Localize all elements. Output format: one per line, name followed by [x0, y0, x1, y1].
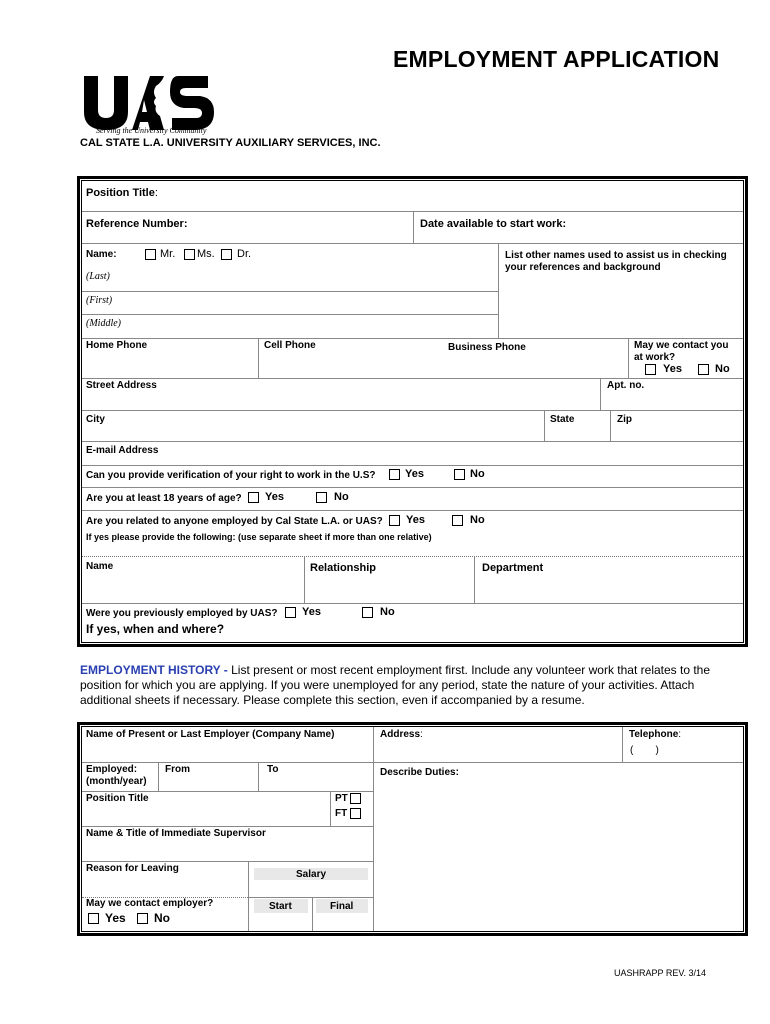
- organization-name: CAL STATE L.A. UNIVERSITY AUXILIARY SERVICES, INC.: [80, 137, 381, 149]
- mr-label: Mr.: [160, 248, 176, 260]
- employer-position-title-label: Position Title: [86, 793, 149, 804]
- may-contact-employer-label: May we contact employer?: [86, 898, 214, 909]
- previous-yes-label: Yes: [302, 606, 321, 618]
- from-label: From: [165, 764, 190, 775]
- salary-start-label: Start: [269, 901, 292, 912]
- verify-no-label: No: [470, 468, 485, 480]
- form-revision: UASHRAPP REV. 3/14: [614, 968, 707, 978]
- verify-no-checkbox[interactable]: [454, 469, 465, 480]
- verify-question: Can you provide verification of your right to work in the U.S?: [86, 470, 376, 481]
- employment-history-heading: EMPLOYMENT HISTORY -: [80, 663, 228, 677]
- logo-tagline: Serving the University Community: [96, 126, 207, 135]
- apt-no-label: Apt. no.: [607, 380, 645, 391]
- related-no-checkbox[interactable]: [452, 515, 463, 526]
- page-title: EMPLOYMENT APPLICATION: [393, 46, 720, 72]
- previous-no-label: No: [380, 606, 395, 618]
- dr-label: Dr.: [237, 248, 252, 260]
- contact-work-yes-label: Yes: [663, 363, 682, 375]
- middle-name-label: (Middle): [86, 318, 121, 329]
- salary-label: Salary: [296, 869, 327, 880]
- related-yes-checkbox[interactable]: [389, 515, 400, 526]
- reason-leaving-label: Reason for Leaving: [86, 863, 179, 874]
- may-contact-work-label: May we contact you at work?: [634, 340, 729, 363]
- state-label: State: [550, 414, 575, 425]
- first-name-label: (First): [86, 295, 113, 306]
- describe-duties-label: Describe Duties:: [380, 767, 459, 778]
- employment-history-text: List present or most recent employment first. Include any volunteer work that relates to the position for which you are applying. If you were unemployed for any period, state the nature of your activities. Attach additional sheets if necessary. Please complete this section, even if accompanied by a resume.: [80, 663, 711, 707]
- home-phone-label: Home Phone: [86, 340, 148, 351]
- verify-yes-label: Yes: [405, 468, 424, 480]
- employer-name-label: Name of Present or Last Employer (Company Name): [86, 729, 335, 740]
- related-question: Are you related to anyone employed by Cal State L.A. or UAS?: [86, 516, 383, 527]
- city-label: City: [86, 414, 105, 425]
- ms-checkbox[interactable]: [184, 249, 195, 260]
- last-name-label: (Last): [86, 271, 110, 282]
- employed-dates-label: Employed: (month/year): [86, 764, 147, 787]
- related-yes-label: Yes: [406, 514, 425, 526]
- age-no-label: No: [334, 491, 349, 503]
- to-label: To: [267, 764, 279, 775]
- pt-checkbox[interactable]: [350, 793, 361, 804]
- email-label: E-mail Address: [86, 445, 159, 456]
- age-question: Are you at least 18 years of age?: [86, 493, 242, 504]
- age-yes-checkbox[interactable]: [248, 492, 259, 503]
- telephone-area-code: ( ): [630, 745, 659, 756]
- date-available-label: Date available to start work:: [420, 218, 567, 230]
- zip-label: Zip: [617, 414, 632, 425]
- relationship-label: Relationship: [310, 562, 377, 574]
- contact-work-no-label: No: [715, 363, 730, 375]
- supervisor-label: Name & Title of Immediate Supervisor: [86, 828, 266, 839]
- contact-work-yes-checkbox[interactable]: [645, 364, 656, 375]
- previous-employment-question: Were you previously employed by UAS?: [86, 608, 278, 619]
- department-label: Department: [482, 562, 544, 574]
- related-note: If yes please provide the following: (use separate sheet if more than one relative): [86, 532, 432, 542]
- employment-history-intro: [80, 663, 720, 708]
- age-yes-label: Yes: [265, 491, 284, 503]
- cell-phone-label: Cell Phone: [264, 340, 316, 351]
- salary-final-label: Final: [330, 901, 354, 912]
- street-address-label: Street Address: [86, 380, 157, 391]
- pt-label: PT: [335, 793, 348, 804]
- contact-employer-yes-label: Yes: [105, 911, 126, 925]
- contact-employer-no-checkbox[interactable]: [137, 913, 148, 924]
- mr-checkbox[interactable]: [145, 249, 156, 260]
- contact-employer-yes-checkbox[interactable]: [88, 913, 99, 924]
- ft-checkbox[interactable]: [350, 808, 361, 819]
- contact-work-no-checkbox[interactable]: [698, 364, 709, 375]
- reference-number-label: Reference Number:: [86, 218, 188, 230]
- position-title-label: Position Title:: [86, 187, 158, 199]
- employer-address-label: Address:: [380, 729, 423, 740]
- contact-employer-no-label: No: [154, 911, 170, 925]
- age-no-checkbox[interactable]: [316, 492, 327, 503]
- related-no-label: No: [470, 514, 485, 526]
- previous-no-checkbox[interactable]: [362, 607, 373, 618]
- dr-checkbox[interactable]: [221, 249, 232, 260]
- other-names-label: List other names used to assist us in checking your references and background: [505, 250, 727, 273]
- previous-when-label: If yes, when and where?: [86, 622, 225, 636]
- business-phone-label: Business Phone: [448, 342, 526, 353]
- verify-yes-checkbox[interactable]: [389, 469, 400, 480]
- ft-label: FT: [335, 808, 348, 819]
- previous-yes-checkbox[interactable]: [285, 607, 296, 618]
- relative-name-label: Name: [86, 561, 114, 572]
- ms-label: Ms.: [197, 248, 215, 260]
- name-label: Name:: [86, 249, 117, 260]
- employer-telephone-label: Telephone:: [629, 729, 682, 740]
